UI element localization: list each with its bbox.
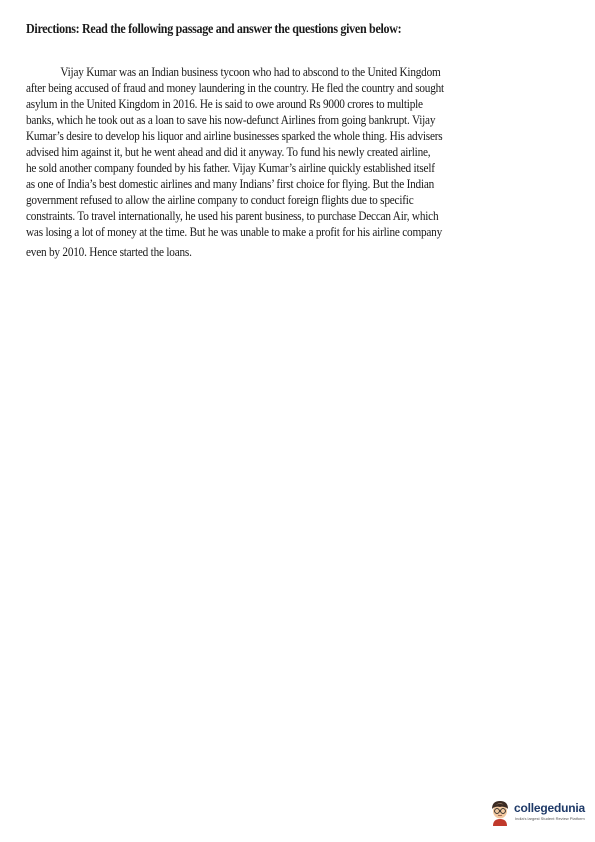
logo-name: collegedunia — [514, 801, 585, 815]
passage-line: was losing a lot of money at the time. But he was unable to make a profit for his airline company — [26, 224, 443, 239]
passage-line: Vijay Kumar was an Indian business tycoon who had to abscond to the United Kingdom — [60, 64, 441, 79]
passage-line: asylum in the United Kingdom in 2016. He is said to owe around Rs 9000 crores to multiple — [26, 96, 423, 111]
passage-line: as one of India’s best domestic airlines and many Indians’ first choice for flying. But the Indian — [26, 176, 435, 191]
passage — [26, 64, 454, 260]
passage-line: even by 2010. Hence started the loans. — [26, 244, 192, 259]
passage-line: banks, which he took out as a loan to save his now-defunct Airlines from going bankrupt. Vijay — [26, 112, 436, 127]
passage-line: government refused to allow the airline company to conduct foreign flights due to specific — [26, 192, 414, 207]
passage-line: after being accused of fraud and money laundering in the country. He fled the country and sought — [26, 80, 444, 95]
passage-line: advised him against it, but he went ahead and did it anyway. To fund his newly created airline, — [26, 144, 431, 159]
logo-tagline: India's largest Student Review Platform — [515, 816, 585, 821]
passage-line: Kumar’s desire to develop his liquor and airline businesses sparked the whole thing. His advisers — [26, 128, 443, 143]
passage-line: he sold another company founded by his father. Vijay Kumar’s airline quickly established itself — [26, 160, 435, 175]
passage-line: constraints. To travel internationally, he used his parent business, to purchase Deccan Air, which — [26, 208, 439, 223]
collegedunia-logo — [488, 799, 588, 827]
directions-heading: Directions: Read the following passage and answer the questions given below: — [26, 22, 402, 37]
mascot-icon — [488, 799, 512, 827]
